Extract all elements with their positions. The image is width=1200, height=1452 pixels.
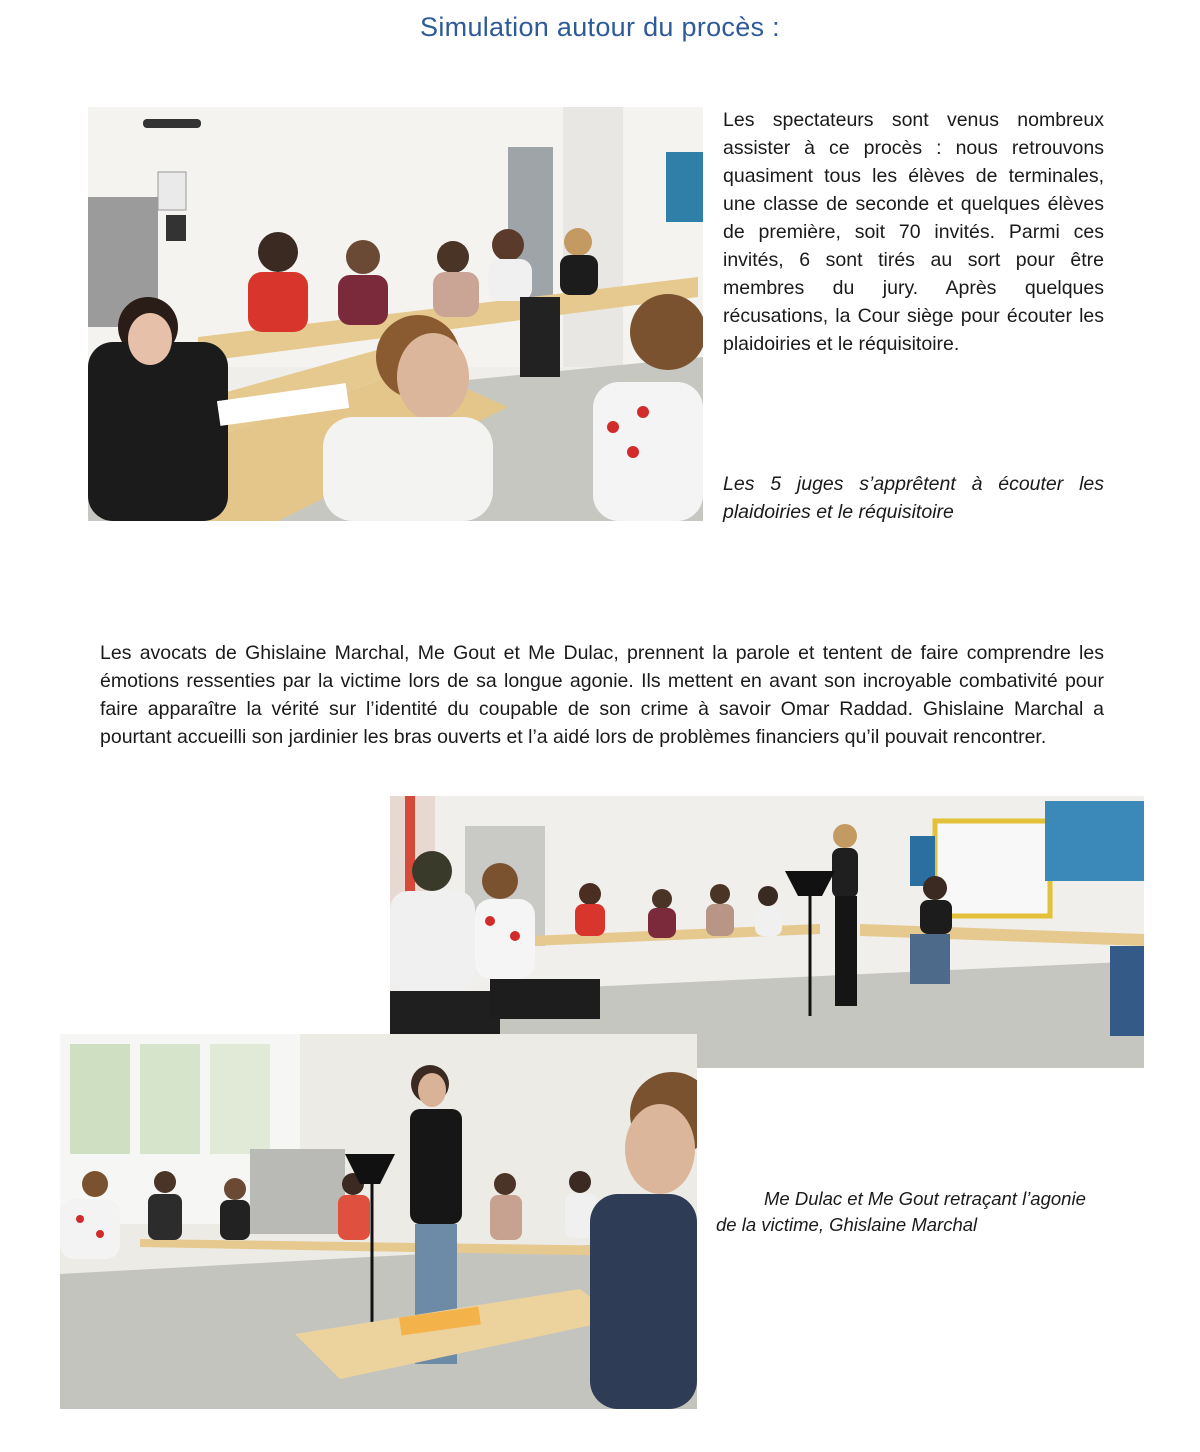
judges-photo-caption: Les 5 juges s’apprêtent à écouter les plaidoiries et le réquisitoire	[723, 473, 1104, 523]
classroom-lawyer-speaking-photo	[390, 796, 1144, 1068]
classroom-student-at-lectern-photo	[60, 1034, 697, 1409]
lawyers-paragraph: Les avocats de Ghislaine Marchal, Me Gout et Me Dulac, prennent la parole et tentent de faire comprendre les émotions ressenties par la victime lors de sa longue agonie. Ils mettent en avant son incroyable combativité pour faire apparaître la vérité sur l’identité du coupable de son crime à savoir Omar Raddad. Ghislaine Marchal a pourtant accueilli son jardinier les bras ouverts et l’a aidé lors de problèmes financiers qu’il pouvait rencontrer.	[100, 642, 1104, 748]
page-title: Simulation autour du procès :	[420, 12, 780, 42]
caption-line-1: Me Dulac et Me Gout retraçant l’agonie	[764, 1188, 1086, 1209]
intro-paragraph: Les spectateurs sont venus nombreux assister à ce procès : nous retrouvons quasiment tous les élèves de terminales, une classe de seconde et quelques élèves de première, soit 70 invités. Parmi ces invités, 6 sont tirés au sort pour être membres du jury. Après quelques récusations, la Cour siège pour écouter les plaidoiries et le réquisitoire.	[723, 109, 1104, 355]
caption-line-2: de la victime, Ghislaine Marchal	[716, 1214, 978, 1235]
lectern-photo-caption	[716, 1186, 1100, 1238]
classroom-judges-photo	[88, 107, 703, 521]
